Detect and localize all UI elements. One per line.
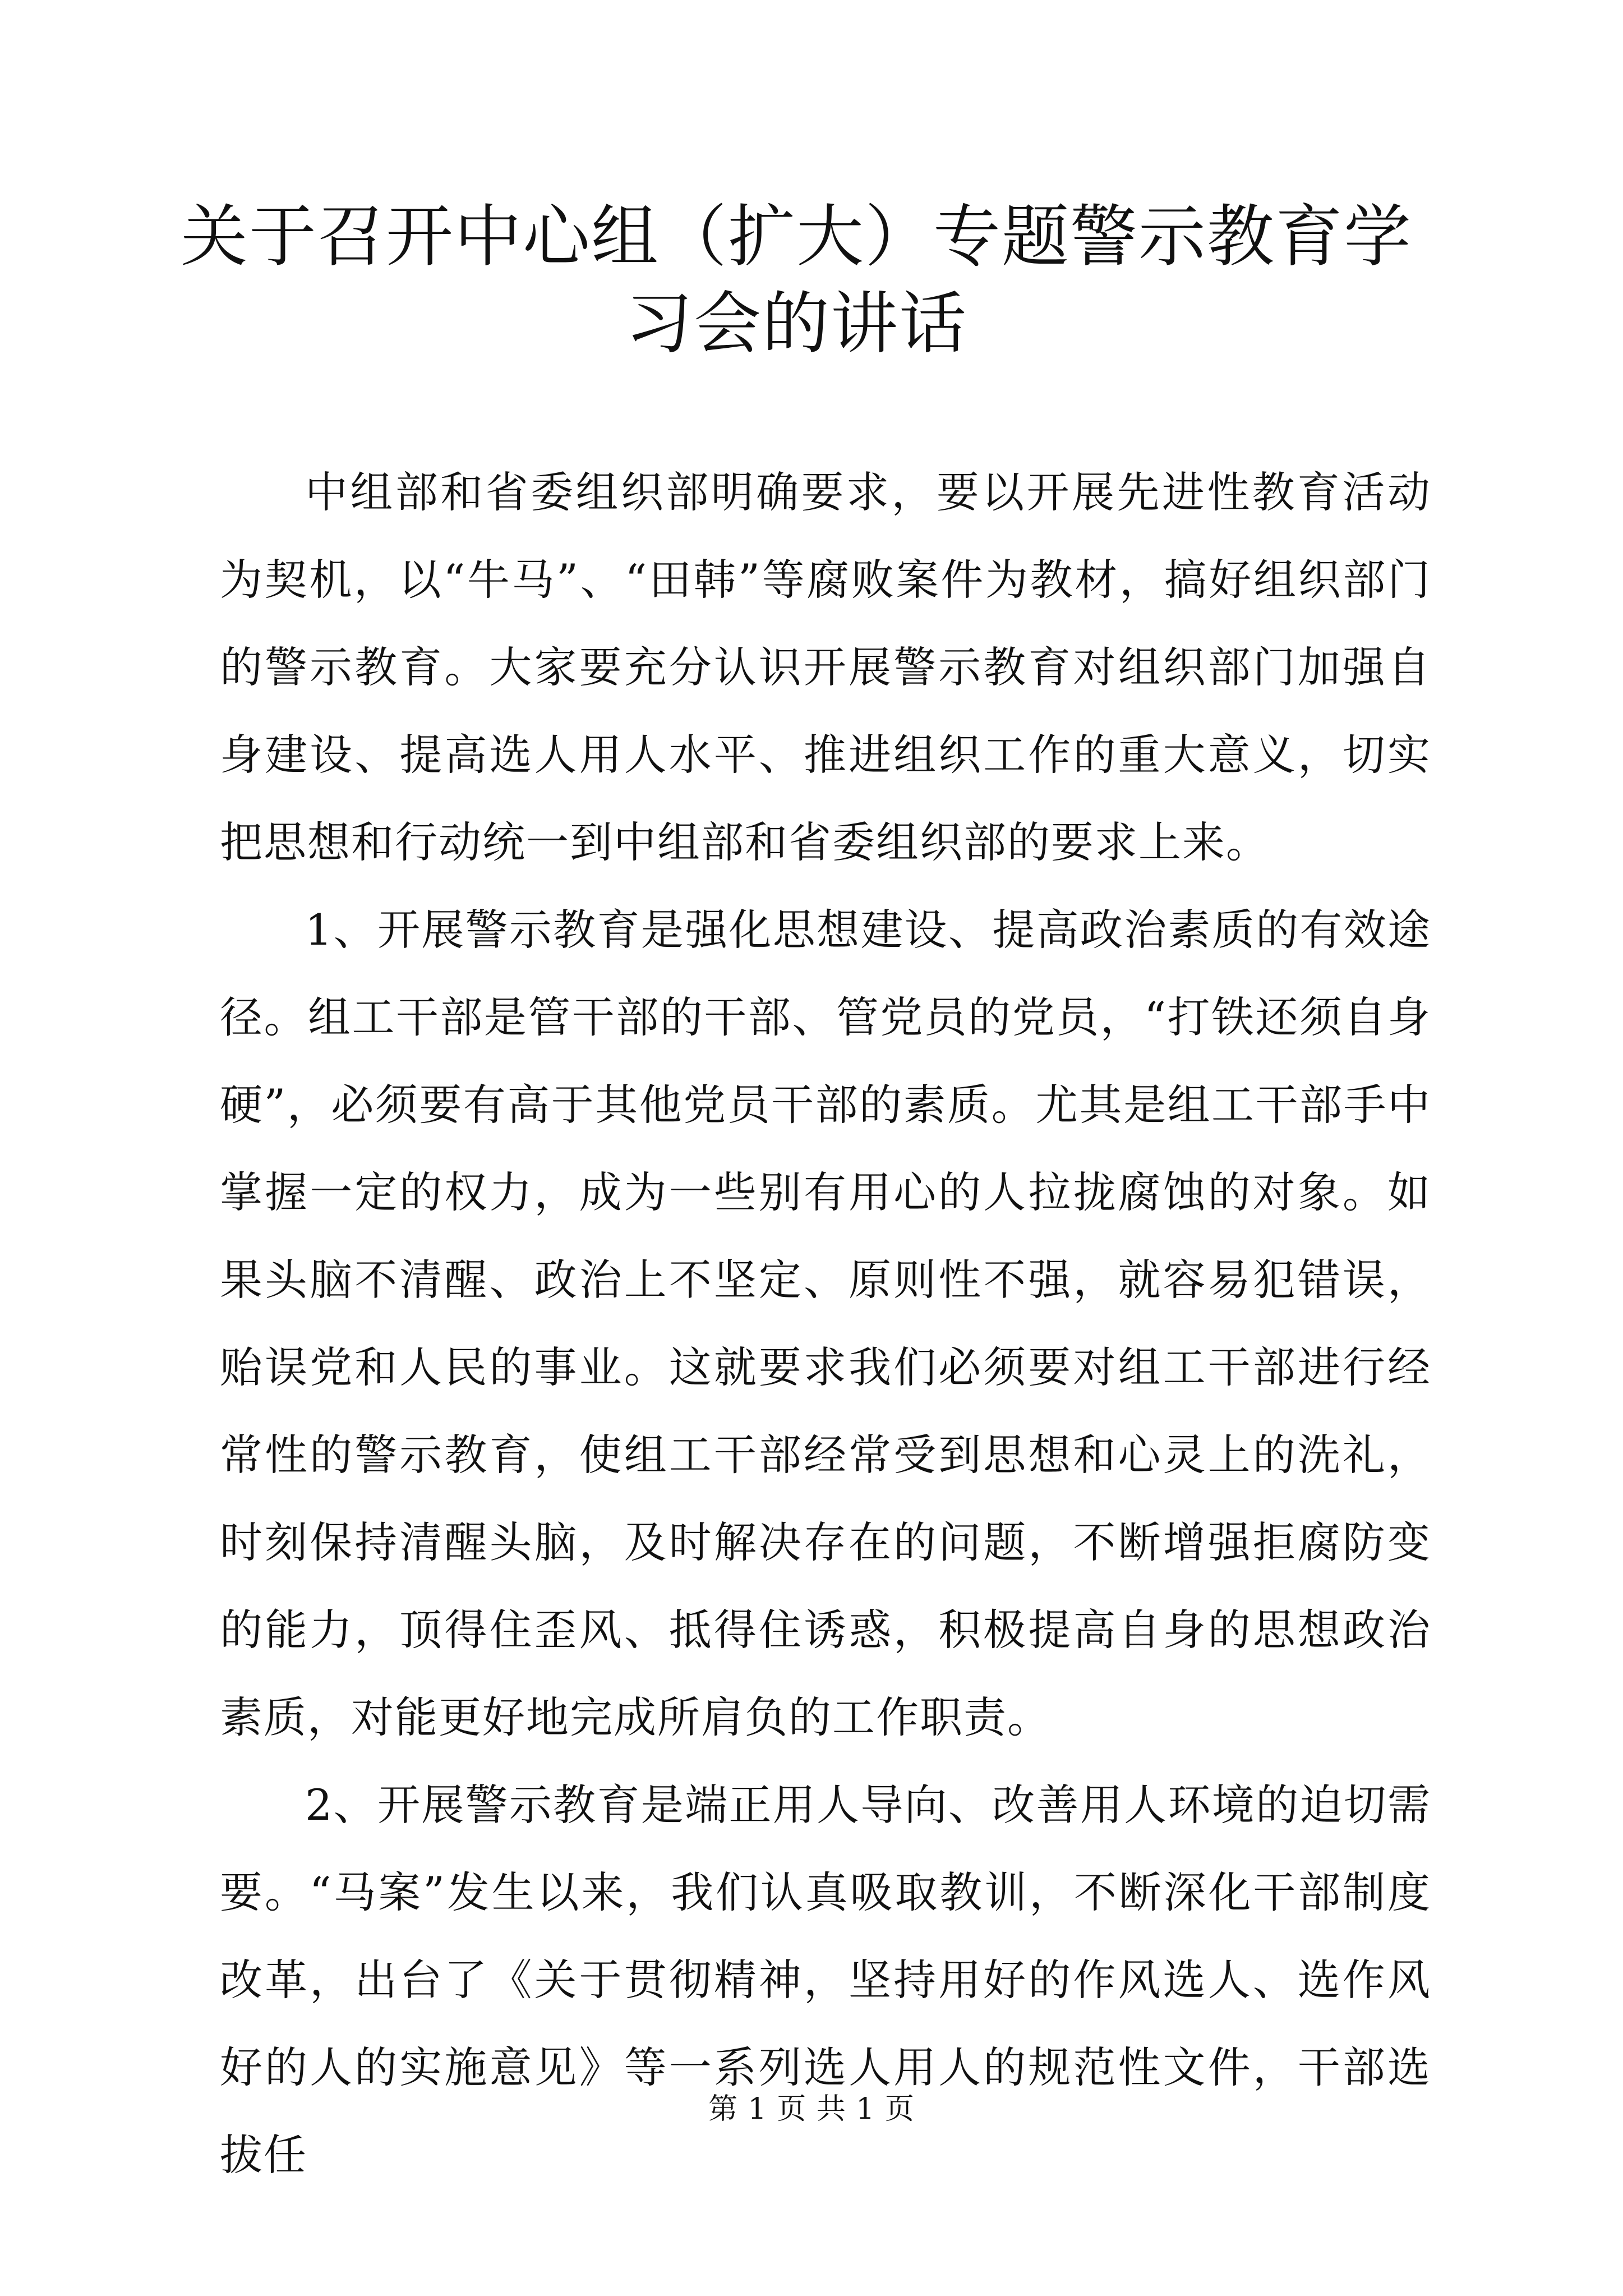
paragraph-point-1: 1、开展警示教育是强化思想建设、提高政治素质的有效途径。组工干部是管干部的干部、管党员的党员，“打铁还须自身硬”，必须要有高于其他党员干部的素质。尤其是组工干部手中掌握一定的权力，成为一些别有用心的人拉拢腐蚀的对象。如果头脑不清醒、政治上不坚定、原则性不强，就容易犯错误，贻误党和人民的事业。这就要求我们必须要对组工干部进行经常性的警示教育，使组工干部经常受到思想和心灵上的洗礼，时刻保持清醒头脑，及时解决存在的问题，不断增强拒腐防变的能力，顶得住歪风、抵得住诱惑，积极提高自身的思想政治素质，对能更好地完成所肩负的工作职责。 [220, 905, 1431, 1742]
paragraph-intro: 中组部和省委组织部明确要求，要以开展先进性教育活动为契机，以“牛马”、“田韩”等腐败案件为教材，搞好组织部门的警示教育。大家要充分认识开展警示教育对组织部门加强自身建设、提高选人用人水平、推进组织工作的重大意义，切实把思想和行动统一到中组部和省委组织部的要求上来。 [220, 467, 1431, 867]
document-body [220, 449, 1431, 2199]
paragraph-point-2: 2、开展警示教育是端正用人导向、改善用人环境的迫切需要。“马案”发生以来，我们认真吸取教训，不断深化干部制度改革，出台了《关于贯彻精神，坚持用好的作风选人、选作风好的人的实施意见》等一系列选人用人的规范性文件，干部选拔任 [220, 1780, 1431, 2180]
page-number: 第 1 页 共 1 页 [708, 2092, 915, 2126]
document-title: 关于召开中心组（扩大）专题警示教育学习会的讲话 [181, 198, 1412, 363]
